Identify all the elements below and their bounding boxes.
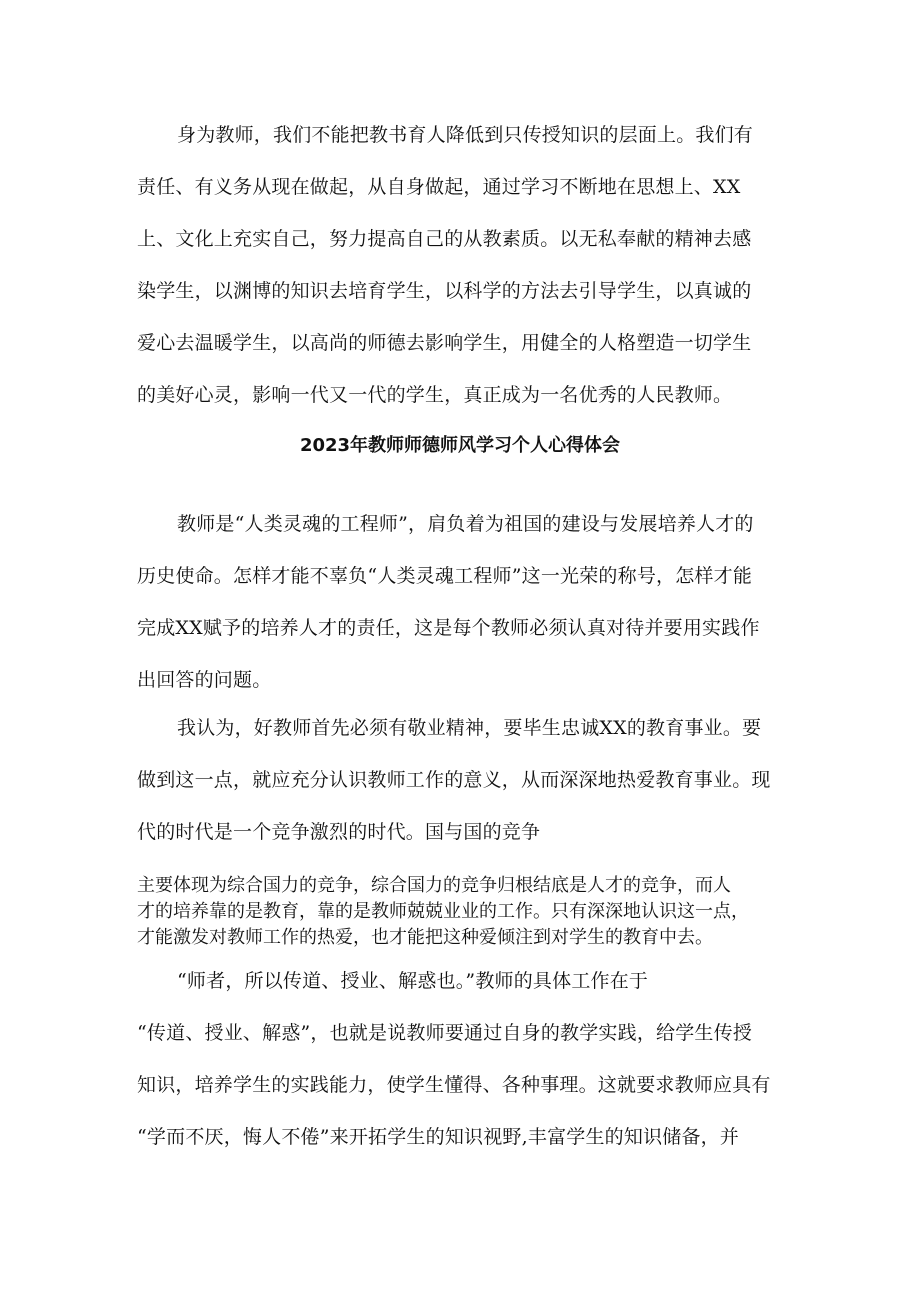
paragraph-1-line-5: 爱心去温暖学生，以高尚的师德去影响学生，用健全的人格塑造一切学生 xyxy=(137,332,752,354)
paragraph-1-line-6: 的美好心灵，影响一代又一代的学生，真正成为一名优秀的人民教师。 xyxy=(137,384,733,406)
paragraph-4-line-2: 才的培养靠的是教育，靠的是教师兢兢业业的工作。只有深深地认识这一点， xyxy=(137,901,749,922)
paragraph-2-line-3: 完成XX赋予的培养人才的责任，这是每个教师必须认真对待并要用实践作 xyxy=(137,617,760,639)
paragraph-5-line-2: “传道、授业、解惑”，也就是说教师要通过自身的教学实践，给学生传授 xyxy=(137,1022,753,1044)
paragraph-1-line-2: 责任、有义务从现在做起，从自身做起，通过学习不断地在思想上、XX xyxy=(137,176,741,198)
paragraph-1-line-4: 染学生，以渊博的知识去培育学生，以科学的方法去引导学生，以真诚的 xyxy=(137,280,752,302)
paragraph-5-line-1: “师者，所以传道、授业、解惑也。”教师的具体工作在于 xyxy=(177,970,649,992)
paragraph-1-line-1: 身为教师，我们不能把教书育人降低到只传授知识的层面上。我们有 xyxy=(177,124,754,146)
paragraph-4-line-1: 主要体现为综合国力的竞争，综合国力的竞争归根结底是人才的竞争，而人 xyxy=(137,875,731,896)
paragraph-3-line-2: 做到这一点，就应充分认识教师工作的意义，从而深深地热爱教育事业。现 xyxy=(137,769,771,791)
paragraph-1-line-3: 上、文化上充实自己，努力提高自己的从教素质。以无私奉献的精神去感 xyxy=(137,228,752,250)
paragraph-2-line-2: 历史使命。怎样才能不辜负“人类灵魂工程师”这一光荣的称号，怎样才能 xyxy=(137,565,753,587)
paragraph-4-line-3: 才能激发对教师工作的热爱，也才能把这种爱倾注到对学生的教育中去。 xyxy=(137,927,713,948)
paragraph-5-line-4: “学而不厌，悔人不倦”来开拓学生的知识视野,丰富学生的知识储备，并 xyxy=(137,1126,740,1148)
paragraph-5-line-3: 知识，培养学生的实践能力，使学生懂得、各种事理。这就要求教师应具有 xyxy=(137,1074,771,1096)
paragraph-3-line-1: 我认为，好教师首先必须有敬业精神，要毕生忠诚XX的教育事业。要 xyxy=(177,717,762,739)
document-title: 2023年教师师德师风学习个人心得体会 xyxy=(299,435,621,456)
paragraph-2-line-1: 教师是“人类灵魂的工程师”，肩负着为祖国的建设与发展培养人才的 xyxy=(177,513,754,535)
paragraph-3-line-3: 代的时代是一个竞争激烈的时代。国与国的竞争 xyxy=(137,821,541,843)
paragraph-2-line-4: 出回答的问题。 xyxy=(137,669,272,691)
